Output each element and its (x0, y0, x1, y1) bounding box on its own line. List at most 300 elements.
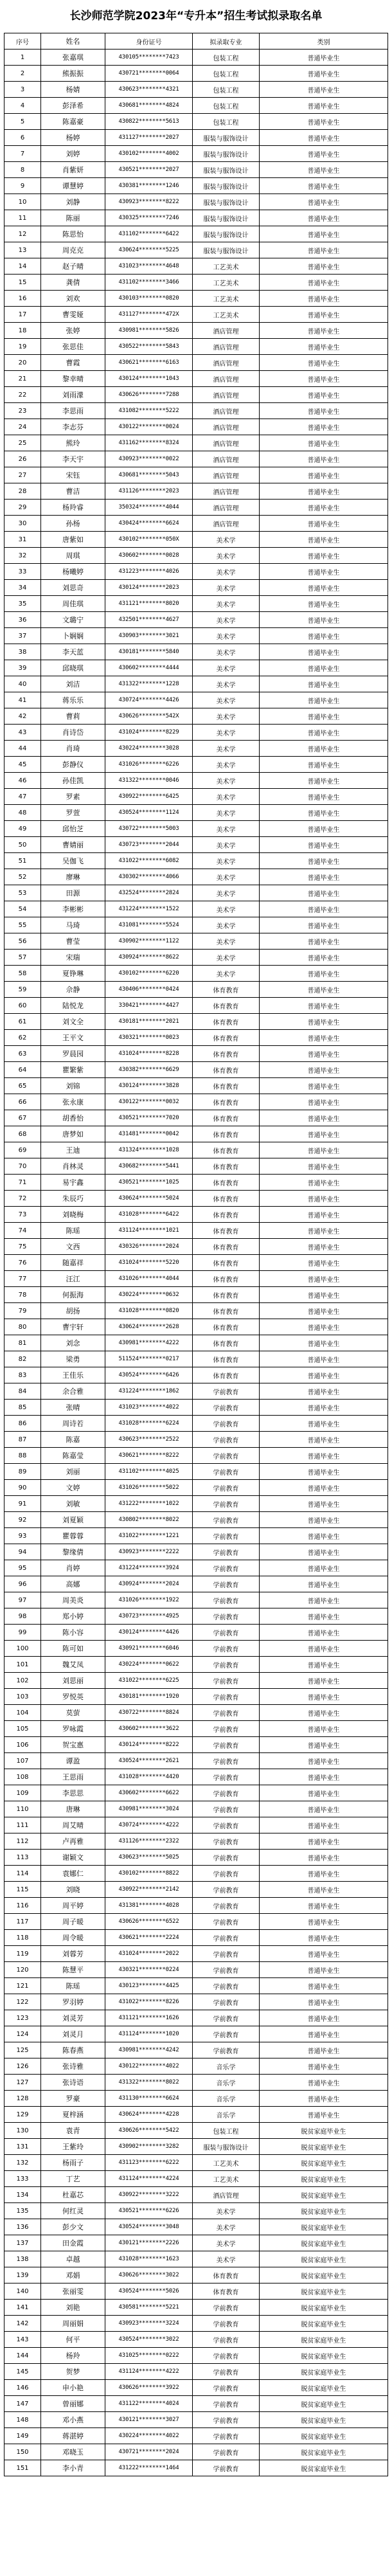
category: 脱贫家庭毕业生 (260, 2267, 388, 2283)
category: 普通毕业生 (260, 1785, 388, 1801)
row-number: 34 (4, 580, 41, 596)
student-name: 何红灵 (41, 2203, 105, 2219)
category: 普通毕业生 (260, 773, 388, 789)
category: 普通毕业生 (260, 982, 388, 998)
id-number: 431124********1020 (105, 2026, 193, 2042)
id-number: 430981********3024 (105, 1801, 193, 1817)
category: 普通毕业生 (260, 532, 388, 548)
student-name: 文婷 (41, 1480, 105, 1496)
student-name: 刘丽 (41, 1464, 105, 1480)
category: 普通毕业生 (260, 741, 388, 757)
student-name: 贺梦 (41, 2364, 105, 2380)
id-number: 431381********4028 (105, 1898, 193, 1914)
id-number: 430626********542X (105, 708, 193, 725)
major: 学前教育 (193, 1721, 260, 1737)
table-row (4, 2460, 388, 2476)
category: 普通毕业生 (260, 307, 388, 323)
major: 学前教育 (193, 1914, 260, 1930)
category: 普通毕业生 (260, 1496, 388, 1512)
id-number: 431026********4044 (105, 1271, 193, 1287)
student-name: 贺宝惠 (41, 1737, 105, 1753)
major: 酒店管理 (193, 323, 260, 339)
row-number: 134 (4, 2187, 41, 2203)
table-row (4, 725, 388, 741)
id-number: 430102********4002 (105, 146, 193, 162)
id-number: 430121********2226 (105, 2235, 193, 2251)
id-number: 431022********6225 (105, 1673, 193, 1689)
id-number: 430802********8022 (105, 1512, 193, 1528)
major: 美术学 (193, 660, 260, 676)
table-row (4, 82, 388, 98)
table-row (4, 130, 388, 146)
major: 美术学 (193, 869, 260, 885)
id-number: 431028********4420 (105, 1769, 193, 1785)
id-number: 431023********4022 (105, 1400, 193, 1416)
major: 学前教育 (193, 2026, 260, 2042)
category: 普通毕业生 (260, 1817, 388, 1833)
row-number: 99 (4, 1625, 41, 1641)
row-number: 18 (4, 323, 41, 339)
major: 学前教育 (193, 1930, 260, 1946)
student-name: 周琪 (41, 548, 105, 564)
category: 普通毕业生 (260, 1078, 388, 1094)
id-number: 430224********3028 (105, 741, 193, 757)
id-number: 431024********8229 (105, 725, 193, 741)
category: 普通毕业生 (260, 1480, 388, 1496)
major: 美术学 (193, 789, 260, 805)
major: 包装工程 (193, 82, 260, 98)
category: 普通毕业生 (260, 403, 388, 419)
student-name: 张诗语 (41, 2075, 105, 2091)
student-name: 王思雨 (41, 1769, 105, 1785)
table-row (4, 323, 388, 339)
category: 普通毕业生 (260, 1094, 388, 1110)
table-row (4, 194, 388, 210)
major: 学前教育 (193, 1512, 260, 1528)
category: 普通毕业生 (260, 1383, 388, 1400)
student-name: 田金霞 (41, 2235, 105, 2251)
row-number: 84 (4, 1383, 41, 1400)
id-number: 430624********4228 (105, 2107, 193, 2123)
row-number: 124 (4, 2026, 41, 2042)
row-number: 44 (4, 741, 41, 757)
id-number: 431028********6422 (105, 1207, 193, 1223)
category: 普通毕业生 (260, 837, 388, 853)
table-row (4, 885, 388, 901)
category: 脱贫家庭毕业生 (260, 2235, 388, 2251)
column-header: 序号 (4, 33, 41, 50)
id-number: 430721********0064 (105, 66, 193, 82)
student-name: 申小艳 (41, 2380, 105, 2396)
id-number: 431127********472X (105, 307, 193, 323)
table-row (4, 258, 388, 275)
major: 工艺美术 (193, 291, 260, 307)
category: 普通毕业生 (260, 725, 388, 741)
row-number: 118 (4, 1930, 41, 1946)
id-number: 430524********6426 (105, 1367, 193, 1383)
table-row (4, 146, 388, 162)
major: 美术学 (193, 853, 260, 869)
category: 普通毕业生 (260, 1641, 388, 1657)
category: 脱贫家庭毕业生 (260, 2316, 388, 2332)
category: 脱贫家庭毕业生 (260, 2332, 388, 2348)
major: 音乐学 (193, 2091, 260, 2107)
table-row (4, 1416, 388, 1432)
row-number: 142 (4, 2316, 41, 2332)
table-row (4, 483, 388, 500)
table-row (4, 516, 388, 532)
major: 体育教育 (193, 1158, 260, 1175)
category: 普通毕业生 (260, 1608, 388, 1625)
table-row (4, 982, 388, 998)
table-row (4, 612, 388, 628)
major: 学前教育 (193, 1882, 260, 1898)
row-number: 143 (4, 2332, 41, 2348)
table-row (4, 2364, 388, 2380)
table-row (4, 1303, 388, 1319)
row-number: 46 (4, 773, 41, 789)
category: 普通毕业生 (260, 226, 388, 242)
row-number: 81 (4, 1335, 41, 1351)
category: 普通毕业生 (260, 1753, 388, 1769)
table-row (4, 1560, 388, 1576)
table-row (4, 1785, 388, 1801)
major: 学前教育 (193, 1978, 260, 1994)
row-number: 93 (4, 1528, 41, 1544)
category: 脱贫家庭毕业生 (260, 2300, 388, 2316)
student-name: 陈嘉莹 (41, 1448, 105, 1464)
table-row (4, 1833, 388, 1850)
table-row (4, 1383, 388, 1400)
table-row (4, 1882, 388, 1898)
id-number: 430722********8824 (105, 1705, 193, 1721)
category: 普通毕业生 (260, 1303, 388, 1319)
table-row (4, 1657, 388, 1673)
major: 美术学 (193, 2219, 260, 2235)
id-number: 430321********0224 (105, 1962, 193, 1978)
id-number: 431322********0046 (105, 773, 193, 789)
table-row (4, 1625, 388, 1641)
id-number: 431123********6222 (105, 2155, 193, 2171)
category: 普通毕业生 (260, 966, 388, 982)
major: 酒店管理 (193, 403, 260, 419)
id-number: 430521********7020 (105, 1110, 193, 1126)
category: 普通毕业生 (260, 805, 388, 821)
id-number: 431224********1522 (105, 901, 193, 917)
row-number: 138 (4, 2251, 41, 2267)
column-header: 拟录取专业 (193, 33, 260, 50)
row-number: 54 (4, 901, 41, 917)
row-number: 4 (4, 98, 41, 114)
table-row (4, 1287, 388, 1303)
category: 普通毕业生 (260, 419, 388, 435)
table-row (4, 1432, 388, 1448)
row-number: 137 (4, 2235, 41, 2251)
student-name: 谢颖文 (41, 1850, 105, 1866)
table-row (4, 1464, 388, 1480)
major: 服装与服饰设计 (193, 146, 260, 162)
id-number: 430924********8622 (105, 950, 193, 966)
major: 体育教育 (193, 998, 260, 1014)
id-number: 430721********2024 (105, 2444, 193, 2460)
table-row (4, 1480, 388, 1496)
student-name: 易宇鑫 (41, 1175, 105, 1191)
id-number: 430103********0820 (105, 291, 193, 307)
major: 服装与服饰设计 (193, 2139, 260, 2155)
category: 普通毕业生 (260, 1833, 388, 1850)
category: 脱贫家庭毕业生 (260, 2428, 388, 2444)
row-number: 95 (4, 1560, 41, 1576)
table-row (4, 1801, 388, 1817)
row-number: 10 (4, 194, 41, 210)
student-name: 王紫玲 (41, 2139, 105, 2155)
table-row (4, 50, 388, 66)
row-number: 9 (4, 178, 41, 194)
student-name: 周佳琪 (41, 596, 105, 612)
student-name: 李志芬 (41, 419, 105, 435)
row-number: 20 (4, 355, 41, 371)
row-number: 68 (4, 1126, 41, 1142)
row-number: 94 (4, 1544, 41, 1560)
student-name: 孙杨 (41, 516, 105, 532)
id-number: 430923********2222 (105, 1544, 193, 1560)
student-name: 刘蓉芳 (41, 1946, 105, 1962)
student-name: 陈小容 (41, 1625, 105, 1641)
table-row (4, 1030, 388, 1046)
id-number: 430524********5026 (105, 2283, 193, 2300)
major: 体育教育 (193, 1207, 260, 1223)
row-number: 67 (4, 1110, 41, 1126)
student-name: 黎缘倩 (41, 1544, 105, 1560)
student-name: 肖紫妍 (41, 162, 105, 178)
category: 普通毕业生 (260, 1560, 388, 1576)
student-name: 李思思 (41, 1785, 105, 1801)
row-number: 105 (4, 1721, 41, 1737)
table-row (4, 1094, 388, 1110)
student-name: 刘锦 (41, 1078, 105, 1094)
id-number: 430124********2023 (105, 580, 193, 596)
student-name: 杨婷 (41, 130, 105, 146)
student-name: 夏梓涵 (41, 2107, 105, 2123)
category: 普通毕业生 (260, 194, 388, 210)
student-name: 王平文 (41, 1030, 105, 1046)
student-name: 夏铮琳 (41, 966, 105, 982)
student-name: 杨曦婷 (41, 564, 105, 580)
id-number: 430623********4321 (105, 82, 193, 98)
row-number: 56 (4, 933, 41, 950)
category: 普通毕业生 (260, 644, 388, 660)
id-number: 431102********4025 (105, 1464, 193, 1480)
table-row (4, 2139, 388, 2155)
category: 普通毕业生 (260, 1625, 388, 1641)
major: 体育教育 (193, 1319, 260, 1335)
row-number: 112 (4, 1833, 41, 1850)
student-name: 唐梦如 (41, 1126, 105, 1142)
major: 美术学 (193, 2235, 260, 2251)
table-row (4, 1014, 388, 1030)
major: 学前教育 (193, 2396, 260, 2412)
id-number: 430621********2224 (105, 1930, 193, 1946)
student-name: 蒋乐乐 (41, 692, 105, 708)
category: 普通毕业生 (260, 628, 388, 644)
student-name: 赵子晴 (41, 258, 105, 275)
row-number: 23 (4, 403, 41, 419)
category: 普通毕业生 (260, 1898, 388, 1914)
major: 学前教育 (193, 1962, 260, 1978)
student-name: 李彬彬 (41, 901, 105, 917)
category: 脱贫家庭毕业生 (260, 2412, 388, 2428)
student-name: 莫萤 (41, 1705, 105, 1721)
major: 服装与服饰设计 (193, 162, 260, 178)
category: 普通毕业生 (260, 708, 388, 725)
student-name: 张婷 (41, 323, 105, 339)
student-name: 曹雯娅 (41, 307, 105, 323)
id-number: 430922********3222 (105, 2187, 193, 2203)
major: 美术学 (193, 933, 260, 950)
student-name: 刘婷 (41, 146, 105, 162)
major: 体育教育 (193, 1287, 260, 1303)
row-number: 131 (4, 2139, 41, 2155)
id-number: 431124********4224 (105, 2171, 193, 2187)
row-number: 92 (4, 1512, 41, 1528)
id-number: 430723********4925 (105, 1608, 193, 1625)
category: 脱贫家庭毕业生 (260, 2251, 388, 2267)
category: 普通毕业生 (260, 2042, 388, 2058)
major: 学前教育 (193, 1994, 260, 2010)
major: 美术学 (193, 741, 260, 757)
row-number: 64 (4, 1062, 41, 1078)
student-name: 陈嘉豪 (41, 114, 105, 130)
id-number: 430122********0024 (105, 419, 193, 435)
major: 学前教育 (193, 1544, 260, 1560)
student-name: 刘晓 (41, 1882, 105, 1898)
student-name: 罗晨园 (41, 1046, 105, 1062)
student-name: 刘雨濛 (41, 387, 105, 403)
major: 体育教育 (193, 1126, 260, 1142)
row-number: 103 (4, 1689, 41, 1705)
id-number: 430521********2027 (105, 162, 193, 178)
row-number: 59 (4, 982, 41, 998)
row-number: 75 (4, 1239, 41, 1255)
table-row (4, 1641, 388, 1657)
row-number: 65 (4, 1078, 41, 1094)
category: 脱贫家庭毕业生 (260, 2444, 388, 2460)
major: 美术学 (193, 532, 260, 548)
major: 学前教育 (193, 2348, 260, 2364)
student-name: 刘思奇 (41, 580, 105, 596)
table-row (4, 741, 388, 757)
student-name: 刘欢 (41, 291, 105, 307)
id-number: 431022********8226 (105, 1994, 193, 2010)
row-number: 132 (4, 2155, 41, 2171)
column-header: 身份证号 (105, 33, 193, 50)
row-number: 102 (4, 1673, 41, 1689)
id-number: 431224********1862 (105, 1383, 193, 1400)
category: 普通毕业生 (260, 323, 388, 339)
row-number: 41 (4, 692, 41, 708)
student-name: 张晴 (41, 1400, 105, 1416)
category: 脱贫家庭毕业生 (260, 2219, 388, 2235)
student-name: 陈嘉 (41, 1432, 105, 1448)
major: 体育教育 (193, 2283, 260, 2300)
row-number: 15 (4, 275, 41, 291)
table-row (4, 371, 388, 387)
major: 学前教育 (193, 1673, 260, 1689)
table-row (4, 2348, 388, 2364)
id-number: 430621********6163 (105, 355, 193, 371)
category: 普通毕业生 (260, 2107, 388, 2123)
table-row (4, 1110, 388, 1126)
student-name: 罗羽婷 (41, 1994, 105, 2010)
category: 脱贫家庭毕业生 (260, 2155, 388, 2171)
category: 普通毕业生 (260, 548, 388, 564)
student-name: 曹莹 (41, 933, 105, 950)
document-title: 长沙师范学院2023年“专升本”招生考试拟录取名单 (69, 10, 323, 23)
row-number: 43 (4, 725, 41, 741)
major: 美术学 (193, 901, 260, 917)
table-row (4, 2332, 388, 2348)
id-number: 431124********4222 (105, 2364, 193, 2380)
major: 学前教育 (193, 1817, 260, 1833)
major: 体育教育 (193, 1367, 260, 1383)
row-number: 14 (4, 258, 41, 275)
id-number: 431130********6624 (105, 2091, 193, 2107)
table-row (4, 114, 388, 130)
major: 学前教育 (193, 1850, 260, 1866)
student-name: 文西 (41, 1239, 105, 1255)
row-number: 5 (4, 114, 41, 130)
category: 普通毕业生 (260, 1737, 388, 1753)
student-name: 唐琳 (41, 1801, 105, 1817)
student-name: 陈可如 (41, 1641, 105, 1657)
table-row (4, 1351, 388, 1367)
category: 普通毕业生 (260, 1271, 388, 1287)
row-number: 47 (4, 789, 41, 805)
student-name: 肖婷 (41, 1560, 105, 1576)
id-number: 431322********8022 (105, 2075, 193, 2091)
table-row (4, 950, 388, 966)
table-row (4, 1962, 388, 1978)
student-name: 刘敏 (41, 1496, 105, 1512)
major: 包装工程 (193, 50, 260, 66)
id-number: 430581********5221 (105, 2300, 193, 2316)
row-number: 50 (4, 837, 41, 853)
major: 学前教育 (193, 1625, 260, 1641)
table-row (4, 2203, 388, 2219)
id-number: 431026********6226 (105, 757, 193, 773)
category: 普通毕业生 (260, 580, 388, 596)
row-number: 25 (4, 435, 41, 451)
table-row (4, 708, 388, 725)
category: 普通毕业生 (260, 1721, 388, 1737)
category: 普通毕业生 (260, 1866, 388, 1882)
table-header-row (4, 33, 388, 50)
student-name: 杨雨子 (41, 2155, 105, 2171)
id-number: 430521********6226 (105, 2203, 193, 2219)
id-number: 431024********8228 (105, 1046, 193, 1062)
student-name: 蒋湛婷 (41, 2428, 105, 2444)
major: 体育教育 (193, 1175, 260, 1191)
id-number: 431222********1464 (105, 2460, 193, 2476)
table-row (4, 1994, 388, 2010)
student-name: 刘念 (41, 1335, 105, 1351)
id-number: 430902********3282 (105, 2139, 193, 2155)
major: 学前教育 (193, 2364, 260, 2380)
category: 普通毕业生 (260, 1801, 388, 1817)
student-name: 肖诗岱 (41, 725, 105, 741)
table-row (4, 805, 388, 821)
table-row (4, 789, 388, 805)
